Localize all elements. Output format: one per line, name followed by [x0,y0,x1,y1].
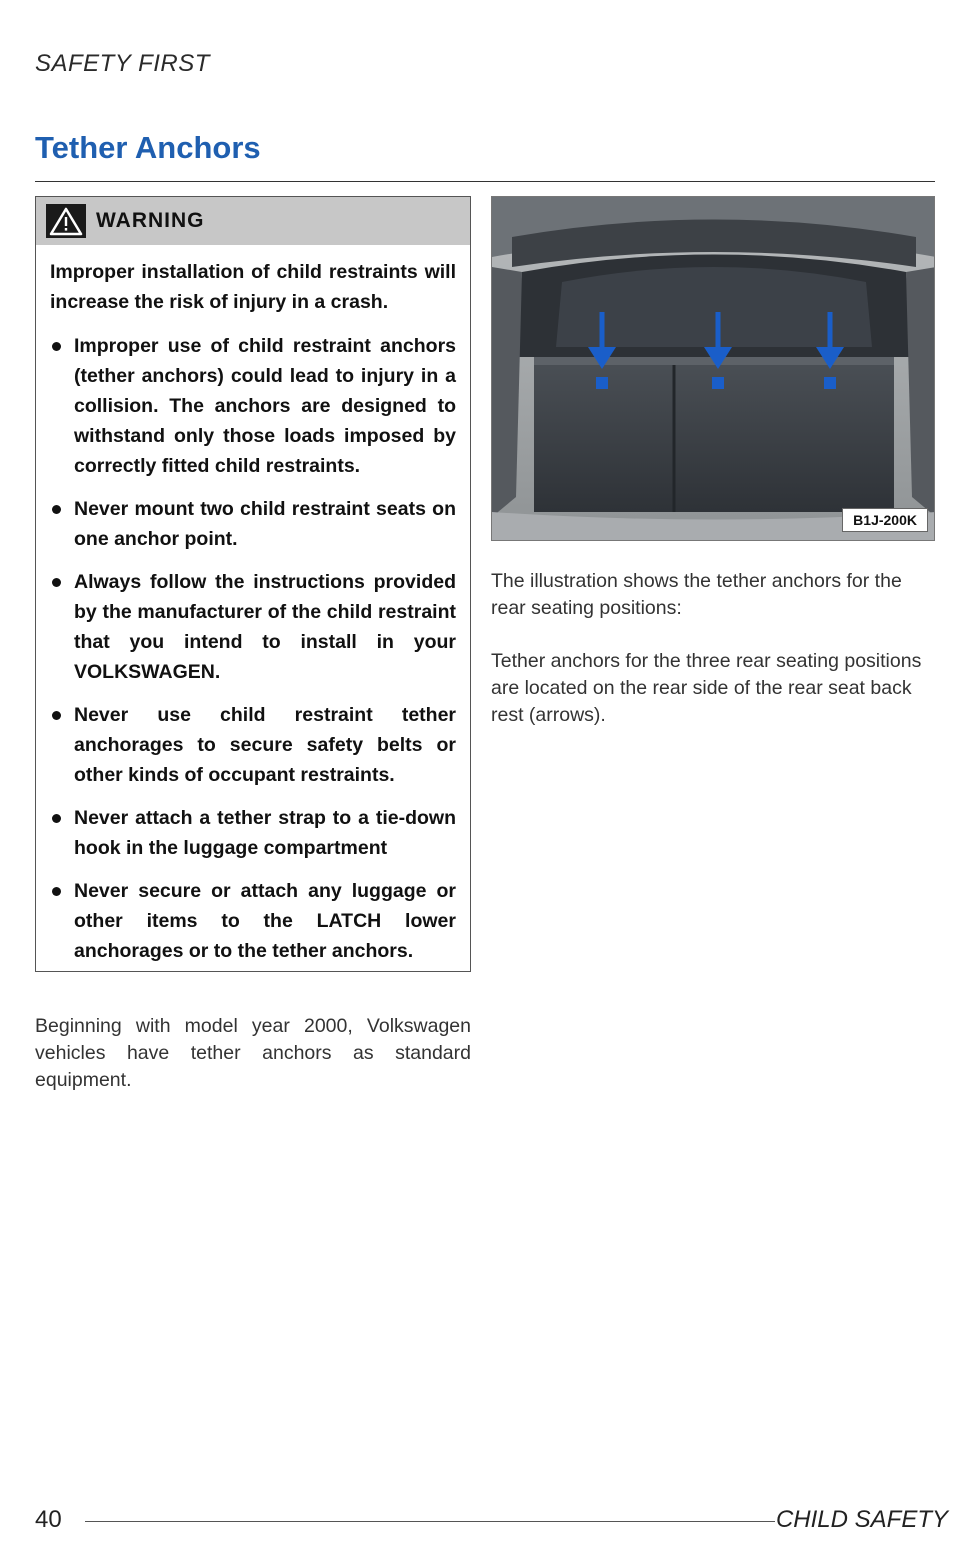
warning-item: Always follow the instructions provided by the manufacturer of the child restraint that you intend to install in your VOLKSWAGEN. [50,567,456,687]
bullet-icon [52,342,61,351]
bullet-icon [52,505,61,514]
warning-header [36,197,470,245]
warning-box [35,196,471,972]
warning-item: Never use child restraint tether anchorages to secure safety belts or other kinds of occupant restraints. [50,700,456,790]
footer-section-title: CHILD SAFETY [775,1506,948,1533]
warning-list [50,331,456,966]
warning-body [36,245,470,966]
page-title: Tether Anchors [35,130,261,165]
warning-triangle-icon [46,204,86,238]
anchor-location-paragraph: Tether anchors for the three rear seating positions are located on the rear side of the rear seat back rest (arrows). [491,650,922,726]
rear-seat-illustration [492,197,935,541]
bullet-icon [52,578,61,587]
bullet-icon [52,711,61,720]
warning-item: Never attach a tether strap to a tie-down hook in the luggage compartment [50,803,456,863]
warning-item: Never mount two child restraint seats on one anchor point. [50,494,456,554]
figure-code: B1J-200K [842,508,928,532]
bullet-icon [52,814,61,823]
illustration-description: The illustration shows the tether anchors for the rear seating positions: [491,570,902,619]
footer-divider [85,1521,775,1522]
bullet-icon [52,887,61,896]
rear-seat-photo [491,196,935,541]
warning-intro: Improper installation of child restraints will increase the risk of injury in a crash. [50,261,456,313]
intro-paragraph: Beginning with model year 2000, Volkswagen vehicles have tether anchors as standard equipment. [35,1015,471,1091]
warning-item: Improper use of child restraint anchors (tether anchors) could lead to injury in a collision. The anchors are designed to withstand only those loads imposed by correctly fitted child restraints. [50,331,456,481]
section-header: SAFETY FIRST [35,50,210,77]
warning-item: Never secure or attach any luggage or other items to the LATCH lower anchorages or to the tether anchors. [50,876,456,966]
warning-label: WARNING [96,209,205,232]
title-divider [35,181,935,182]
page-number: 40 [35,1506,62,1533]
